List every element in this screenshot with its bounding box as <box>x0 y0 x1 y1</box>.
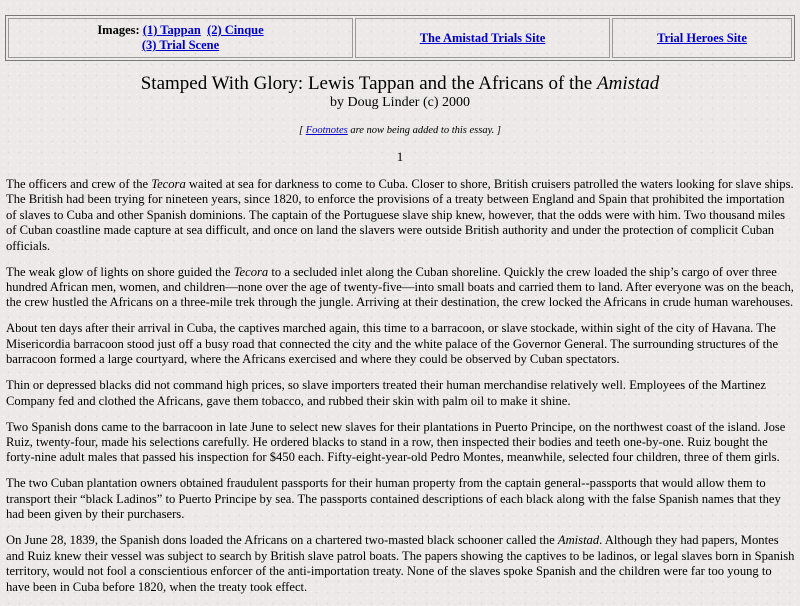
amistad-trials-site-link[interactable]: The Amistad Trials Site <box>419 30 546 45</box>
page-number: 1 <box>396 149 404 164</box>
note-open: [ <box>298 125 306 136</box>
title-main: Stamped With Glory: Lewis Tappan and the Africans of the <box>140 73 597 94</box>
amistad-site-cell <box>355 18 610 58</box>
paragraph-4: Thin or depressed blacks did not command high prices, so slave importers treated their human merchandise relatively well. Employees of the Martinez Company fed and clothed the Africans, gave them tobacco, and rubbed their skin with palm oil to make it shine. <box>6 378 766 408</box>
p7-text-c: . Although they had papers, Montes and Ruiz knew their vessel was subject to search by British slave patrol boats. The papers showing the captives to be ladinos, or legal slaves born in Spanish territory, would not fool a conscientious enforcer of the anti-importation treaty. None of the slaves spoke Spanish and the children were far too young to have been in Cuba before 1820, when the treaty took effect. <box>6 533 795 594</box>
footnotes-note <box>0 124 800 137</box>
essay-body <box>6 177 796 606</box>
page-title <box>0 73 800 95</box>
trial-heroes-cell <box>612 18 792 58</box>
p2-text-a: The weak glow of lights on shore guided the <box>6 264 234 279</box>
images-label: Images: <box>97 23 140 37</box>
footnotes-link[interactable]: Footnotes <box>305 125 348 136</box>
trial-heroes-site-link[interactable]: Trial Heroes Site <box>657 30 747 45</box>
paragraph-3: About ten days after their arrival in Cuba, the captives marched again, this time to a barracoon, or slave stockade, within sight of the city of Havana. The Misericordia barracoon stood just off a busy road that connected the city and the white palace of the Governor General. The surrounding structures of the barracoon formed a large courtyard, where the Africans exercised and where they could be observed by Cuban spectators. <box>6 321 779 367</box>
title-italic: Amistad <box>597 73 660 94</box>
images-cell <box>8 18 353 58</box>
navigation-table <box>5 15 795 61</box>
p1-text-a: The officers and crew of the <box>6 177 152 191</box>
ship-name-tecora: Tecora <box>151 177 186 191</box>
byline: by Doug Linder (c) 2000 <box>330 95 470 110</box>
note-rest: are now being added to this essay. ] <box>347 125 502 136</box>
paragraph-5: Two Spanish dons came to the barracoon in late June to select new slaves for their plantations in Puerto Principe, on the northwest coast of the island. Jose Ruiz, twenty-four, made his selections carefully. He ordered blacks to stand in a row, then inspected their bodies and teeth one-by-one. Ruiz bought the forty-nine adult males that passed his inspection for $450 each. Fifty-eight-year-old Pedro Montes, meanwhile, selected four children, three of them girls. <box>6 419 786 465</box>
image-link-tappan[interactable]: (1) Tappan <box>142 23 201 37</box>
paragraph-1 <box>6 177 796 254</box>
paragraph-2 <box>6 265 796 311</box>
images-row-1 <box>97 23 263 38</box>
image-link-trial-scene[interactable]: (3) Trial Scene <box>141 38 220 52</box>
images-row-2 <box>142 38 219 53</box>
p1-text-c: waited at sea for darkness to come to Cuba. Closer to shore, British cruisers patrolled the waters looking for slave ships. The British had been trying for nineteen years, since 1820, to enforce the provisions of a treaty between England and Spain that prohibited the importation of slaves to Cuba and other Spanish dominions. The captain of the Portuguese slave ship knew, however, that the odds were with him. Two thousand miles of Cuban coastline made capture at sea difficult, and once on land the slavers were outside British authority and under the protection of complicit Cuban officials. <box>6 177 794 253</box>
ship-name-amistad: Amistad <box>557 533 600 548</box>
p7-text-a: On June 28, 1839, the Spanish dons loaded the Africans on a chartered two-masted black schooner called the <box>6 533 558 548</box>
paragraph-6: The two Cuban plantation owners obtained fraudulent passports for their human property from the captain general--passports that would allow them to transport their “black Ladinos” to Puerto Principe by sea. The passports contained descriptions of each black along with the false Spanish names that they had been given by their purchasers. <box>6 476 781 522</box>
paragraph-7 <box>6 533 796 595</box>
p2-text-c: to a secluded inlet along the Cuban shoreline. Quickly the crew loaded the ship’s cargo of over three hundred African men, women, and children—none over the age of twenty-five—into small boats and carried them to land. After everyone was on the beach, the crew hustled the Africans on a three-mile trek through the jungle. Arriving at their destination, the crew locked the Africans in crude human warehouses. <box>6 264 794 310</box>
image-link-cinque[interactable]: (2) Cinque <box>207 23 264 37</box>
ship-name-tecora: Tecora <box>233 264 269 279</box>
